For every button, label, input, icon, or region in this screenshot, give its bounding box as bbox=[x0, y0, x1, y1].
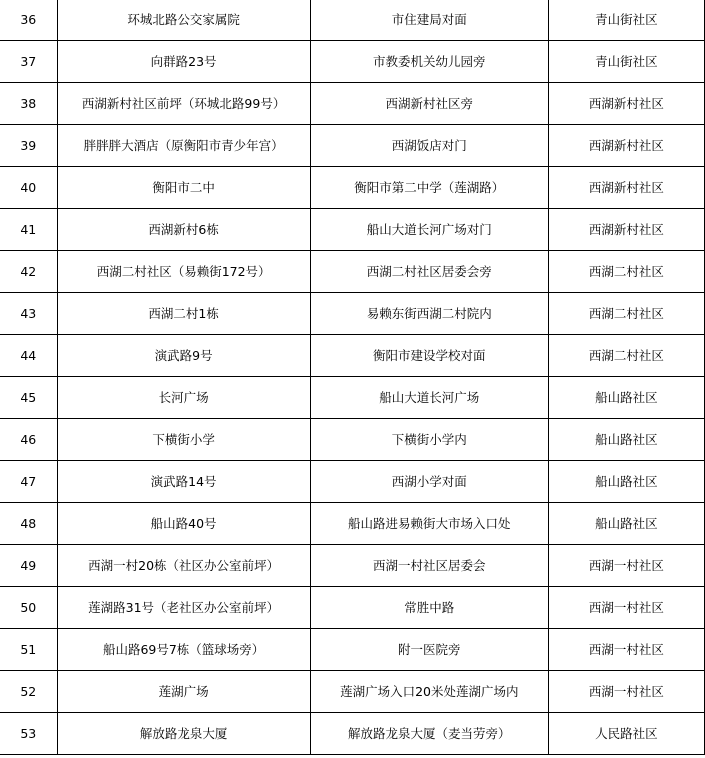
description-cell: 船山大道长河广场 bbox=[310, 377, 548, 419]
description-cell: 衡阳市第二中学（莲湖路） bbox=[310, 167, 548, 209]
community-cell: 西湖新村社区 bbox=[548, 125, 704, 167]
description-cell: 西湖新村社区旁 bbox=[310, 83, 548, 125]
location-cell: 解放路龙泉大厦 bbox=[57, 713, 310, 755]
community-cell: 西湖新村社区 bbox=[548, 209, 704, 251]
description-cell: 市住建局对面 bbox=[310, 0, 548, 41]
community-cell: 西湖二村社区 bbox=[548, 251, 704, 293]
community-cell: 青山街社区 bbox=[548, 41, 704, 83]
description-cell: 常胜中路 bbox=[310, 587, 548, 629]
table-row bbox=[0, 125, 705, 167]
community-cell: 西湖一村社区 bbox=[548, 629, 704, 671]
location-cell: 环城北路公交家属院 bbox=[57, 0, 310, 41]
row-number-cell: 45 bbox=[0, 377, 57, 419]
community-cell: 船山路社区 bbox=[548, 377, 704, 419]
row-number-cell: 47 bbox=[0, 461, 57, 503]
location-cell: 船山路69号7栋（篮球场旁） bbox=[57, 629, 310, 671]
community-cell: 西湖一村社区 bbox=[548, 671, 704, 713]
location-cell: 西湖一村20栋（社区办公室前坪） bbox=[57, 545, 310, 587]
table-row bbox=[0, 83, 705, 125]
row-number-cell: 51 bbox=[0, 629, 57, 671]
row-number-cell: 43 bbox=[0, 293, 57, 335]
description-cell: 船山路进易赖街大市场入口处 bbox=[310, 503, 548, 545]
community-cell: 西湖新村社区 bbox=[548, 167, 704, 209]
community-cell: 西湖二村社区 bbox=[548, 335, 704, 377]
description-cell: 附一医院旁 bbox=[310, 629, 548, 671]
location-cell: 胖胖胖大酒店（原衡阳市青少年宫） bbox=[57, 125, 310, 167]
table-row bbox=[0, 167, 705, 209]
row-number-cell: 50 bbox=[0, 587, 57, 629]
table-row bbox=[0, 251, 705, 293]
row-number-cell: 41 bbox=[0, 209, 57, 251]
community-cell: 船山路社区 bbox=[548, 503, 704, 545]
row-number-cell: 44 bbox=[0, 335, 57, 377]
location-cell: 向群路23号 bbox=[57, 41, 310, 83]
location-cell: 船山路40号 bbox=[57, 503, 310, 545]
description-cell: 船山大道长河广场对门 bbox=[310, 209, 548, 251]
table-row bbox=[0, 209, 705, 251]
description-cell: 西湖一村社区居委会 bbox=[310, 545, 548, 587]
row-number-cell: 37 bbox=[0, 41, 57, 83]
community-cell: 西湖一村社区 bbox=[548, 587, 704, 629]
description-cell: 易赖东街西湖二村院内 bbox=[310, 293, 548, 335]
table-row bbox=[0, 629, 705, 671]
row-number-cell: 38 bbox=[0, 83, 57, 125]
community-cell: 船山路社区 bbox=[548, 461, 704, 503]
description-cell: 西湖饭店对门 bbox=[310, 125, 548, 167]
community-cell: 西湖二村社区 bbox=[548, 293, 704, 335]
table-row bbox=[0, 461, 705, 503]
community-cell: 青山街社区 bbox=[548, 0, 704, 41]
location-cell: 莲湖广场 bbox=[57, 671, 310, 713]
location-cell: 长河广场 bbox=[57, 377, 310, 419]
table-row bbox=[0, 293, 705, 335]
row-number-cell: 42 bbox=[0, 251, 57, 293]
table-row bbox=[0, 545, 705, 587]
location-cell: 西湖二村1栋 bbox=[57, 293, 310, 335]
description-cell: 衡阳市建设学校对面 bbox=[310, 335, 548, 377]
row-number-cell: 36 bbox=[0, 0, 57, 41]
location-cell: 下横街小学 bbox=[57, 419, 310, 461]
location-cell: 西湖新村6栋 bbox=[57, 209, 310, 251]
table-row bbox=[0, 503, 705, 545]
description-cell: 市教委机关幼儿园旁 bbox=[310, 41, 548, 83]
description-cell: 莲湖广场入口20米处莲湖广场内 bbox=[310, 671, 548, 713]
table-row bbox=[0, 587, 705, 629]
community-cell: 人民路社区 bbox=[548, 713, 704, 755]
table-row bbox=[0, 713, 705, 755]
table-row bbox=[0, 671, 705, 713]
location-cell: 衡阳市二中 bbox=[57, 167, 310, 209]
location-cell: 莲湖路31号（老社区办公室前坪） bbox=[57, 587, 310, 629]
community-cell: 西湖一村社区 bbox=[548, 545, 704, 587]
row-number-cell: 39 bbox=[0, 125, 57, 167]
description-cell: 解放路龙泉大厦（麦当劳旁） bbox=[310, 713, 548, 755]
description-cell: 西湖二村社区居委会旁 bbox=[310, 251, 548, 293]
row-number-cell: 49 bbox=[0, 545, 57, 587]
location-cell: 演武路9号 bbox=[57, 335, 310, 377]
table-row bbox=[0, 377, 705, 419]
description-cell: 下横街小学内 bbox=[310, 419, 548, 461]
row-number-cell: 52 bbox=[0, 671, 57, 713]
row-number-cell: 46 bbox=[0, 419, 57, 461]
table-row bbox=[0, 335, 705, 377]
table-row bbox=[0, 41, 705, 83]
location-cell: 演武路14号 bbox=[57, 461, 310, 503]
community-cell: 西湖新村社区 bbox=[548, 83, 704, 125]
location-cell: 西湖二村社区（易赖街172号） bbox=[57, 251, 310, 293]
row-number-cell: 48 bbox=[0, 503, 57, 545]
location-cell: 西湖新村社区前坪（环城北路99号） bbox=[57, 83, 310, 125]
community-cell: 船山路社区 bbox=[548, 419, 704, 461]
table-row bbox=[0, 0, 705, 41]
row-number-cell: 53 bbox=[0, 713, 57, 755]
row-number-cell: 40 bbox=[0, 167, 57, 209]
table-row bbox=[0, 419, 705, 461]
description-cell: 西湖小学对面 bbox=[310, 461, 548, 503]
